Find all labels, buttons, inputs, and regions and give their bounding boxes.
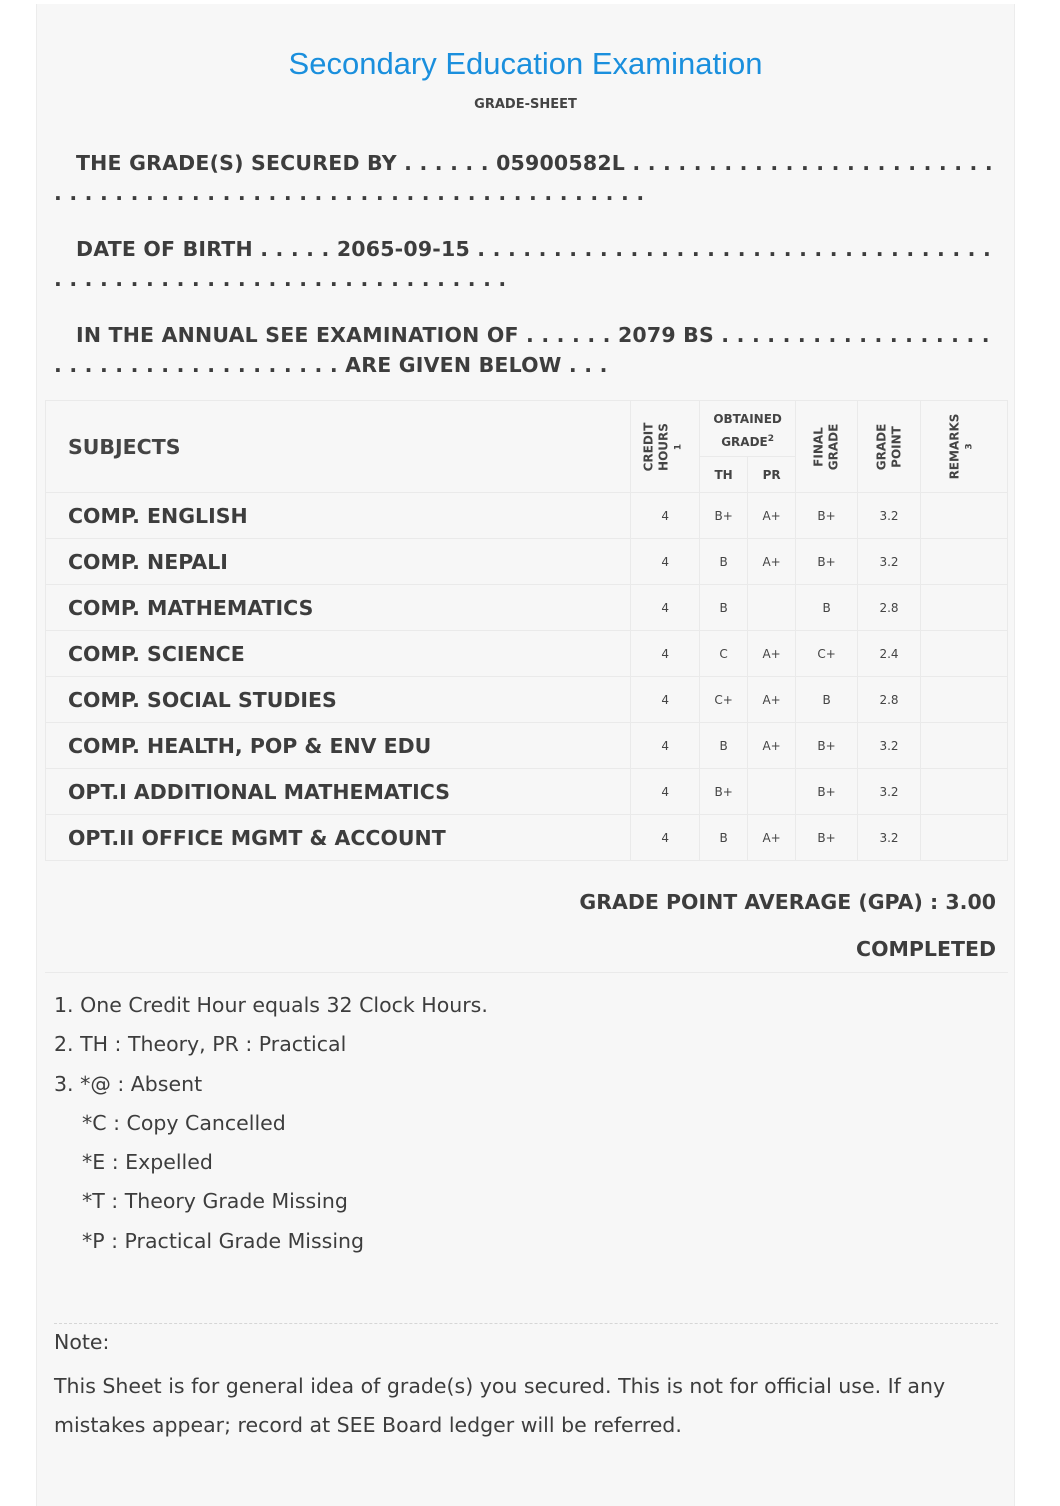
pr-grade xyxy=(748,769,796,815)
table-row xyxy=(46,723,1008,769)
remarks xyxy=(921,631,1008,677)
note-label: Note: xyxy=(54,1330,110,1354)
exam-line: IN THE ANNUAL SEE EXAMINATION OF . . . . . . 2079 BS . . . . . . . . . . . . . . . . . . . . . . . . . . . . . . . . . . . . . ARE GIVEN BELOW . . . xyxy=(54,323,990,377)
given-below: ARE GIVEN BELOW . . . xyxy=(345,353,608,377)
table-row xyxy=(46,539,1008,585)
remarks xyxy=(921,769,1008,815)
remarks xyxy=(921,815,1008,861)
final-grade: B+ xyxy=(796,723,858,769)
subject-name: COMP. SCIENCE xyxy=(46,631,631,677)
credit-hours: 4 xyxy=(631,585,700,631)
final-grade: B+ xyxy=(796,769,858,815)
pr-grade: A+ xyxy=(748,815,796,861)
th-grade: B+ xyxy=(700,493,748,539)
secured-by-line: THE GRADE(S) SECURED BY . . . . . . 05900582L . . . . . . . . . . . . . . . . . . . . . . . . . . . . . . . . . . . . . . . . . . . . . . . . . . . . . . . . . . . . . . . xyxy=(54,151,993,205)
gpa-value: 3.00 xyxy=(945,890,996,914)
grade-point: 2.8 xyxy=(858,585,921,631)
th-grade: C+ xyxy=(700,677,748,723)
secured-by-label: THE GRADE(S) SECURED BY xyxy=(76,151,397,175)
pr-grade xyxy=(748,585,796,631)
subject-name: COMP. NEPALI xyxy=(46,539,631,585)
grade-point: 3.2 xyxy=(858,539,921,585)
final-grade: B xyxy=(796,585,858,631)
footnote-item: *C : Copy Cancelled xyxy=(82,1110,286,1135)
footnote-item: *E : Expelled xyxy=(82,1150,213,1175)
dashed-divider xyxy=(54,1323,998,1324)
table-row xyxy=(46,769,1008,815)
grade-point: 3.2 xyxy=(858,493,921,539)
credit-hours: 4 xyxy=(631,539,700,585)
final-grade: B xyxy=(796,677,858,723)
page-title: Secondary Education Examination xyxy=(288,46,763,81)
footnote-item: 2. TH : Theory, PR : Practical xyxy=(54,1032,347,1057)
remarks xyxy=(921,539,1008,585)
subject-name: OPT.II OFFICE MGMT & ACCOUNT xyxy=(46,815,631,861)
th-grade: B xyxy=(700,723,748,769)
divider xyxy=(45,972,1008,973)
pr-grade: A+ xyxy=(748,677,796,723)
table-row xyxy=(46,677,1008,723)
final-grade-header: FINAL GRADE xyxy=(796,401,858,493)
final-grade: B+ xyxy=(796,539,858,585)
pr-grade: A+ xyxy=(748,723,796,769)
grade-point: 3.2 xyxy=(858,723,921,769)
footnote-item: 3. *@ : Absent xyxy=(54,1071,203,1096)
grade-point: 2.8 xyxy=(858,677,921,723)
grades-table xyxy=(45,400,1008,861)
grade-point-header: GRADE POINT xyxy=(858,401,921,493)
final-grade: B+ xyxy=(796,815,858,861)
remarks xyxy=(921,493,1008,539)
th-grade: B+ xyxy=(700,769,748,815)
grade-point: 3.2 xyxy=(858,769,921,815)
footnote-item: 1. One Credit Hour equals 32 Clock Hours. xyxy=(54,993,488,1017)
credit-hours: 4 xyxy=(631,631,700,677)
table-row xyxy=(46,585,1008,631)
footnote-item: *P : Practical Grade Missing xyxy=(82,1228,365,1253)
gpa-line xyxy=(579,890,996,914)
dob-label: DATE OF BIRTH xyxy=(76,237,253,261)
dob-line: DATE OF BIRTH . . . . . 2065-09-15 . . . . . . . . . . . . . . . . . . . . . . . . . . . . . . . . . . . . . . . . . . . . . . . . . . . . . . . . . . . . . . . . xyxy=(54,237,991,291)
subject-name: COMP. MATHEMATICS xyxy=(46,585,631,631)
credit-hours: 4 xyxy=(631,723,700,769)
th-grade: B xyxy=(700,815,748,861)
subjects-header: SUBJECTS xyxy=(46,401,631,493)
pr-grade: A+ xyxy=(748,631,796,677)
remarks xyxy=(921,677,1008,723)
footnote-item: *T : Theory Grade Missing xyxy=(82,1189,348,1214)
final-grade: B+ xyxy=(796,493,858,539)
subject-name: OPT.I ADDITIONAL MATHEMATICS xyxy=(46,769,631,815)
credit-hours: 4 xyxy=(631,493,700,539)
pr-header: PR xyxy=(748,457,796,493)
credit-hours: 4 xyxy=(631,677,700,723)
remarks xyxy=(921,585,1008,631)
table-row xyxy=(46,631,1008,677)
th-grade: B xyxy=(700,539,748,585)
note-text: This Sheet is for general idea of grade(s) you secured. This is not for official use. If any mistakes appear; record at SEE Board ledger will be referred. xyxy=(54,1374,946,1437)
footnotes xyxy=(54,986,994,1261)
credit-hours: 4 xyxy=(631,815,700,861)
table-row xyxy=(46,815,1008,861)
subject-name: COMP. HEALTH, POP & ENV EDU xyxy=(46,723,631,769)
obtained-grade-header: OBTAINED GRADE$^2$ xyxy=(700,401,796,457)
status-badge: COMPLETED xyxy=(856,937,996,961)
pr-grade: A+ xyxy=(748,493,796,539)
grade-point: 2.4 xyxy=(858,631,921,677)
subject-name: COMP. ENGLISH xyxy=(46,493,631,539)
th-grade: B xyxy=(700,585,748,631)
final-grade: C+ xyxy=(796,631,858,677)
pr-grade: A+ xyxy=(748,539,796,585)
page-subtitle: GRADE-SHEET xyxy=(474,97,577,112)
remarks xyxy=(921,723,1008,769)
credit-hours-header: CREDIT HOURS $^1$ xyxy=(631,401,700,493)
th-header: TH xyxy=(700,457,748,493)
th-grade: C xyxy=(700,631,748,677)
exam-label: IN THE ANNUAL SEE EXAMINATION OF xyxy=(76,323,519,347)
gpa-label: GRADE POINT AVERAGE (GPA) : xyxy=(579,890,939,914)
remarks-header: REMARKS $^3$ xyxy=(921,401,1008,493)
symbol-number: 05900582L xyxy=(496,151,626,175)
subject-name: COMP. SOCIAL STUDIES xyxy=(46,677,631,723)
table-row xyxy=(46,493,1008,539)
credit-hours: 4 xyxy=(631,769,700,815)
exam-year: 2079 BS xyxy=(617,323,714,347)
grade-point: 3.2 xyxy=(858,815,921,861)
dob-value: 2065-09-15 xyxy=(336,237,470,261)
grade-sheet xyxy=(36,4,1015,1506)
